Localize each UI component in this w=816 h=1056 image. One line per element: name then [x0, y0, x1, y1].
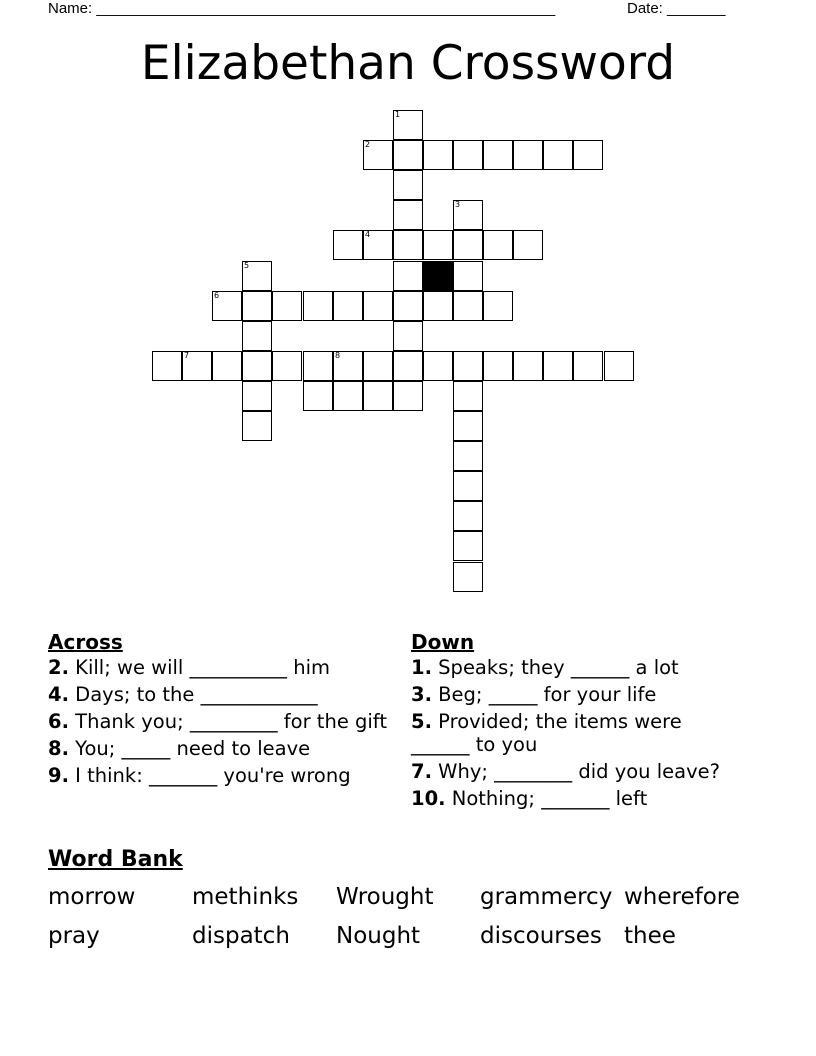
crossword-cell[interactable] [453, 471, 483, 501]
crossword-cell[interactable] [423, 291, 453, 321]
clue-text: Nothing; _______ left [445, 787, 648, 810]
crossword-cell[interactable] [543, 351, 573, 381]
clue-item [411, 787, 721, 810]
clue-number: 4. [48, 683, 69, 706]
crossword-cell[interactable] [483, 351, 513, 381]
crossword-cell[interactable] [573, 351, 603, 381]
clue-number: 1 [395, 110, 401, 119]
crossword-cell[interactable] [453, 562, 483, 592]
crossword-cell[interactable] [212, 291, 242, 321]
clue-number: 2 [365, 140, 371, 149]
crossword-cell[interactable] [242, 381, 272, 411]
word-bank-word: thee [624, 923, 676, 949]
word-bank-word: discourses [480, 923, 602, 949]
crossword-cell[interactable] [393, 230, 423, 260]
crossword-cell[interactable] [242, 321, 272, 351]
crossword-cell[interactable] [363, 140, 393, 170]
crossword-cell[interactable] [333, 351, 363, 381]
crossword-cell[interactable] [453, 230, 483, 260]
down-heading: Down [411, 630, 475, 654]
clue-item [411, 760, 721, 783]
crossword-cell[interactable] [333, 230, 363, 260]
word-bank-word: pray [48, 923, 100, 949]
crossword-black-cell [423, 261, 453, 291]
word-bank-word: wherefore [624, 884, 740, 910]
crossword-cell[interactable] [363, 230, 393, 260]
crossword-cell[interactable] [483, 230, 513, 260]
crossword-cell[interactable] [453, 291, 483, 321]
clue-number: 10. [411, 787, 446, 810]
crossword-cell[interactable] [182, 351, 212, 381]
crossword-cell[interactable] [483, 140, 513, 170]
crossword-cell[interactable] [363, 291, 393, 321]
word-bank-word: dispatch [192, 923, 290, 949]
clue-number: 1. [411, 656, 432, 679]
crossword-cell[interactable] [453, 531, 483, 561]
clue-item [48, 737, 388, 760]
crossword-cell[interactable] [393, 351, 423, 381]
clue-number: 8. [48, 737, 69, 760]
crossword-cell[interactable] [453, 411, 483, 441]
clue-number: 8 [335, 351, 341, 360]
crossword-cell[interactable] [393, 321, 423, 351]
clue-number: 6 [214, 291, 220, 300]
clue-number: 2. [48, 656, 69, 679]
crossword-cell[interactable] [453, 200, 483, 230]
across-clues [48, 630, 388, 791]
crossword-cell[interactable] [272, 291, 302, 321]
word-bank-word: grammercy [480, 884, 613, 910]
clue-text: Provided; the items were ______ to you [411, 710, 682, 756]
page-title: Elizabethan Crossword [140, 36, 676, 91]
clue-number: 3. [411, 683, 432, 706]
clue-item [48, 710, 388, 733]
clue-number: 3 [455, 200, 461, 209]
crossword-cell[interactable] [303, 351, 333, 381]
down-clue-list [411, 656, 721, 810]
clue-text: Kill; we will __________ him [68, 656, 331, 679]
clue-number: 7. [411, 760, 432, 783]
across-clue-list [48, 656, 388, 787]
crossword-cell[interactable] [363, 351, 393, 381]
clue-number: 6. [48, 710, 69, 733]
word-bank-word: morrow [48, 884, 136, 910]
clue-item [48, 683, 388, 706]
crossword-cell[interactable] [242, 291, 272, 321]
clue-item [48, 656, 388, 679]
crossword-cell[interactable] [393, 110, 423, 140]
clue-item [411, 710, 721, 756]
crossword-cell[interactable] [483, 291, 513, 321]
down-clues [411, 630, 721, 814]
crossword-cell[interactable] [573, 140, 603, 170]
crossword-cell[interactable] [453, 381, 483, 411]
crossword-cell[interactable] [423, 230, 453, 260]
crossword-cell[interactable] [303, 291, 333, 321]
clue-text: You; _____ need to leave [68, 737, 311, 760]
crossword-cell[interactable] [513, 351, 543, 381]
name-label: Name: _______________________________________________________ [48, 0, 556, 17]
clue-number: 5. [411, 710, 432, 733]
crossword-cell[interactable] [393, 261, 423, 291]
clue-text: Speaks; they ______ a lot [431, 656, 679, 679]
clue-number: 4 [365, 230, 371, 239]
word-bank-word: Wrought [336, 884, 434, 910]
crossword-cell[interactable] [393, 381, 423, 411]
crossword-cell[interactable] [604, 351, 634, 381]
clue-item [411, 683, 721, 706]
across-heading: Across [48, 630, 123, 654]
crossword-cell[interactable] [242, 411, 272, 441]
clue-text: I think: _______ you're wrong [68, 764, 351, 787]
crossword-cell[interactable] [453, 261, 483, 291]
crossword-cell[interactable] [333, 381, 363, 411]
crossword-cell[interactable] [242, 351, 272, 381]
clue-item [48, 764, 388, 787]
word-bank-word: methinks [192, 884, 299, 910]
crossword-cell[interactable] [513, 230, 543, 260]
clue-number: 5 [244, 261, 250, 270]
crossword-cell[interactable] [242, 261, 272, 291]
clue-number: 7 [184, 351, 190, 360]
crossword-cell[interactable] [453, 351, 483, 381]
crossword-cell[interactable] [393, 170, 423, 200]
clue-text: Thank you; _________ for the gift [68, 710, 387, 733]
crossword-cell[interactable] [393, 200, 423, 230]
crossword-cell[interactable] [272, 351, 302, 381]
crossword-cell[interactable] [393, 291, 423, 321]
clue-text: Why; ________ did you leave? [431, 760, 720, 783]
crossword-cell[interactable] [453, 140, 483, 170]
crossword-cell[interactable] [513, 140, 543, 170]
crossword-cell[interactable] [212, 351, 242, 381]
crossword-cell[interactable] [543, 140, 573, 170]
word-bank-word: Nought [336, 923, 421, 949]
crossword-cell[interactable] [303, 381, 333, 411]
date-label: Date: _______ [627, 0, 726, 17]
crossword-cell[interactable] [393, 140, 423, 170]
clue-item [411, 656, 721, 679]
crossword-cell[interactable] [333, 291, 363, 321]
clue-text: Beg; _____ for your life [431, 683, 657, 706]
crossword-cell[interactable] [152, 351, 182, 381]
crossword-cell[interactable] [453, 441, 483, 471]
crossword-cell[interactable] [453, 501, 483, 531]
clue-text: Days; to the ____________ [68, 683, 318, 706]
crossword-cell[interactable] [423, 351, 453, 381]
crossword-cell[interactable] [423, 140, 453, 170]
crossword-cell[interactable] [363, 381, 393, 411]
word-bank-title: Word Bank [48, 847, 183, 872]
clue-number: 9. [48, 764, 69, 787]
